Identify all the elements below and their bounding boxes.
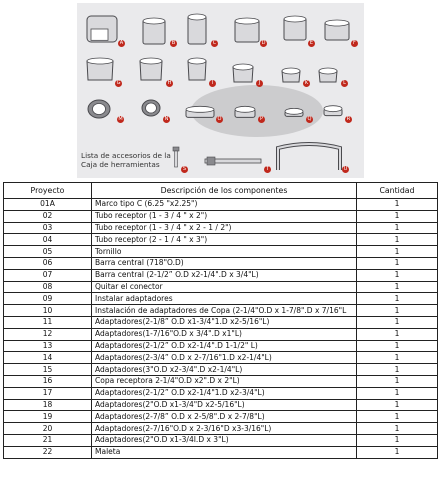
cell-proyecto: 06 xyxy=(4,257,92,269)
table-row xyxy=(4,423,438,435)
accessory-letter-badge: F xyxy=(351,40,358,47)
table-row xyxy=(4,257,438,269)
cell-descripcion: Adaptadores(1-7/16"O.D x 3/4".D x1"L) xyxy=(92,328,357,340)
accessory-letter-badge: N xyxy=(164,116,169,122)
cell-descripcion: Adaptadores(2-7/8” O.D x 2-5/8".D x 2-7/8"L) xyxy=(92,411,357,423)
cell-cantidad: 1 xyxy=(357,246,438,258)
parts-table xyxy=(3,182,438,459)
cell-descripcion: Adaptadores(2-1/2” O.D x2-1/4"1.D x2-3/4"L) xyxy=(92,387,357,399)
receiver-tube-icon xyxy=(233,16,261,44)
cell-proyecto: 01A xyxy=(4,199,92,211)
cell-proyecto: 11 xyxy=(4,316,92,328)
table-row xyxy=(4,328,438,340)
cell-descripcion: Tornillo xyxy=(92,246,357,258)
table-row xyxy=(4,340,438,352)
cell-descripcion: Tubo receptor (2 - 1 / 4 " x 3") xyxy=(92,234,357,246)
ring-adapter-icon xyxy=(184,104,216,120)
cell-descripcion: Adaptadores(2"O.D x1-3/4I.D x 3"L) xyxy=(92,434,357,446)
adapter-icon xyxy=(280,66,302,84)
accessory-letter-badge: L xyxy=(341,80,348,87)
cell-cantidad: 1 xyxy=(357,340,438,352)
cell-descripcion: Adaptadores(2-1/8” O.D x1-3/4"1.D x2-5/16"L) xyxy=(92,316,357,328)
ring-adapter-icon xyxy=(233,104,257,120)
table-row xyxy=(4,281,438,293)
accessory-letter-badge: U xyxy=(343,166,348,172)
table-row xyxy=(4,199,438,211)
cell-cantidad: 1 xyxy=(357,210,438,222)
accessory-letter-badge: J xyxy=(256,80,263,87)
cell-descripcion: Adaptadores(2-3/4” O.D x 2-7/16"1.D x2-1/4"L) xyxy=(92,352,357,364)
cell-proyecto: 09 xyxy=(4,293,92,305)
receiver-tube-icon xyxy=(186,12,208,46)
cell-cantidad: 1 xyxy=(357,446,438,458)
cell-descripcion: Maleta xyxy=(92,446,357,458)
cell-cantidad: 1 xyxy=(357,199,438,211)
table-header-row xyxy=(4,183,438,199)
cell-proyecto: 22 xyxy=(4,446,92,458)
cell-proyecto: 10 xyxy=(4,305,92,317)
table-row xyxy=(4,293,438,305)
cell-proyecto: 08 xyxy=(4,281,92,293)
cell-proyecto: 07 xyxy=(4,269,92,281)
accessory-letter-badge: S xyxy=(182,166,187,172)
table-row xyxy=(4,352,438,364)
cell-proyecto: 14 xyxy=(4,352,92,364)
cup-adapter-icon xyxy=(85,56,115,82)
accessory-letter-badge: D xyxy=(261,40,266,46)
cell-proyecto: 03 xyxy=(4,222,92,234)
table-row xyxy=(4,375,438,387)
cell-descripcion: Tubo receptor (1 - 3 / 4 " x 2") xyxy=(92,210,357,222)
cell-proyecto: 15 xyxy=(4,364,92,376)
cell-cantidad: 1 xyxy=(357,423,438,435)
cell-descripcion: Adaptadores(3"O.D x2-3/4".D x2-1/4"L) xyxy=(92,364,357,376)
header-proyecto: Proyecto xyxy=(4,183,92,199)
table-row xyxy=(4,411,438,423)
figure-caption: Lista de accesorios de la Caja de herramientas xyxy=(81,151,171,169)
accessory-letter-badge: H xyxy=(167,80,172,86)
accessory-letter-badge: P xyxy=(259,116,263,122)
adapter-icon xyxy=(231,62,255,84)
cell-cantidad: 1 xyxy=(357,257,438,269)
accessory-letter-badge: M xyxy=(118,116,123,122)
adapter-icon xyxy=(317,66,339,84)
receiver-tube-icon xyxy=(282,14,308,42)
carry-handle-icon xyxy=(272,140,346,176)
cell-proyecto: 17 xyxy=(4,387,92,399)
flanged-adapter-icon xyxy=(86,98,112,120)
accessory-letter-badge: O xyxy=(217,116,222,122)
cell-descripcion: Tubo receptor (1 - 3 / 4 " x 2 - 1 / 2") xyxy=(92,222,357,234)
cell-proyecto: 21 xyxy=(4,434,92,446)
accessory-letter-badge: A xyxy=(119,40,124,46)
cell-descripcion: Copa receptora 2-1/4"O.D x2".D x 2"L) xyxy=(92,375,357,387)
cell-proyecto: 19 xyxy=(4,411,92,423)
cell-descripcion: Instalar adaptadores xyxy=(92,293,357,305)
cell-cantidad: 1 xyxy=(357,434,438,446)
cell-cantidad: 1 xyxy=(357,375,438,387)
screw-icon xyxy=(172,146,180,168)
receiver-tube-icon xyxy=(323,18,351,42)
cell-cantidad: 1 xyxy=(357,234,438,246)
accessory-letter-badge: B xyxy=(171,40,176,46)
table-row xyxy=(4,210,438,222)
accessory-letter-badge: T xyxy=(265,166,270,172)
cell-descripcion: Adaptadores(2-1/2” O.D x2-1/4".D 1-1/2" L) xyxy=(92,340,357,352)
header-cantidad: Cantidad xyxy=(357,183,438,199)
table-row xyxy=(4,246,438,258)
cell-cantidad: 1 xyxy=(357,269,438,281)
accessory-letter-badge: G xyxy=(116,80,121,86)
cell-proyecto: 16 xyxy=(4,375,92,387)
cell-cantidad: 1 xyxy=(357,328,438,340)
cell-descripcion: Marco tipo C (6.25 "x2.25") xyxy=(92,199,357,211)
cell-cantidad: 1 xyxy=(357,222,438,234)
accessory-letter-badge: K xyxy=(304,80,309,86)
cell-proyecto: 04 xyxy=(4,234,92,246)
adapter-icon xyxy=(138,56,164,82)
table-row xyxy=(4,387,438,399)
cell-proyecto: 02 xyxy=(4,210,92,222)
cell-proyecto: 13 xyxy=(4,340,92,352)
cell-cantidad: 1 xyxy=(357,399,438,411)
header-descripcion: Descripción de los componentes xyxy=(92,183,357,199)
flanged-adapter-icon xyxy=(140,98,162,118)
table-row xyxy=(4,316,438,328)
cell-cantidad: 1 xyxy=(357,364,438,376)
cell-descripcion: Barra central (2-1/2” O.D x2-1/4".D x 3/4"L) xyxy=(92,269,357,281)
table-row xyxy=(4,446,438,458)
cell-proyecto: 12 xyxy=(4,328,92,340)
cell-proyecto: 18 xyxy=(4,399,92,411)
accessory-letter-badge: R xyxy=(346,116,351,122)
cell-cantidad: 1 xyxy=(357,387,438,399)
table-row xyxy=(4,234,438,246)
accessory-letter-badge: Q xyxy=(307,116,312,122)
table-row xyxy=(4,269,438,281)
cell-cantidad: 1 xyxy=(357,305,438,317)
center-bar-icon xyxy=(203,154,263,168)
cell-cantidad: 1 xyxy=(357,281,438,293)
cell-descripcion: Instalación de adaptadores de Copa (2-1/4"O.D x 1-7/8".D x 7/16"L xyxy=(92,305,357,317)
table-row xyxy=(4,222,438,234)
adapter-icon xyxy=(186,56,208,82)
receiver-tube-icon xyxy=(141,16,167,46)
cell-cantidad: 1 xyxy=(357,411,438,423)
cell-cantidad: 1 xyxy=(357,352,438,364)
accessory-letter-badge: E xyxy=(309,40,314,46)
cell-descripcion: Adaptadores(2-7/16"O.D x 2-3/16"D x3-3/16"L) xyxy=(92,423,357,435)
cell-descripcion: Quitar el conector xyxy=(92,281,357,293)
cell-proyecto: 20 xyxy=(4,423,92,435)
table-row xyxy=(4,305,438,317)
table-row xyxy=(4,434,438,446)
cell-cantidad: 1 xyxy=(357,316,438,328)
accessory-letter-badge: I xyxy=(209,80,216,87)
cell-cantidad: 1 xyxy=(357,293,438,305)
cell-proyecto: 05 xyxy=(4,246,92,258)
ring-adapter-icon xyxy=(322,104,344,118)
c-frame-icon xyxy=(85,12,119,46)
table-row xyxy=(4,399,438,411)
cell-descripcion: Barra central (718"O.D) xyxy=(92,257,357,269)
ring-adapter-icon xyxy=(283,108,305,118)
accessory-letter-badge: C xyxy=(212,40,217,46)
table-row xyxy=(4,364,438,376)
cell-descripcion: Adaptadores(2"O.D x1-3/4"D x2-5/16"L) xyxy=(92,399,357,411)
